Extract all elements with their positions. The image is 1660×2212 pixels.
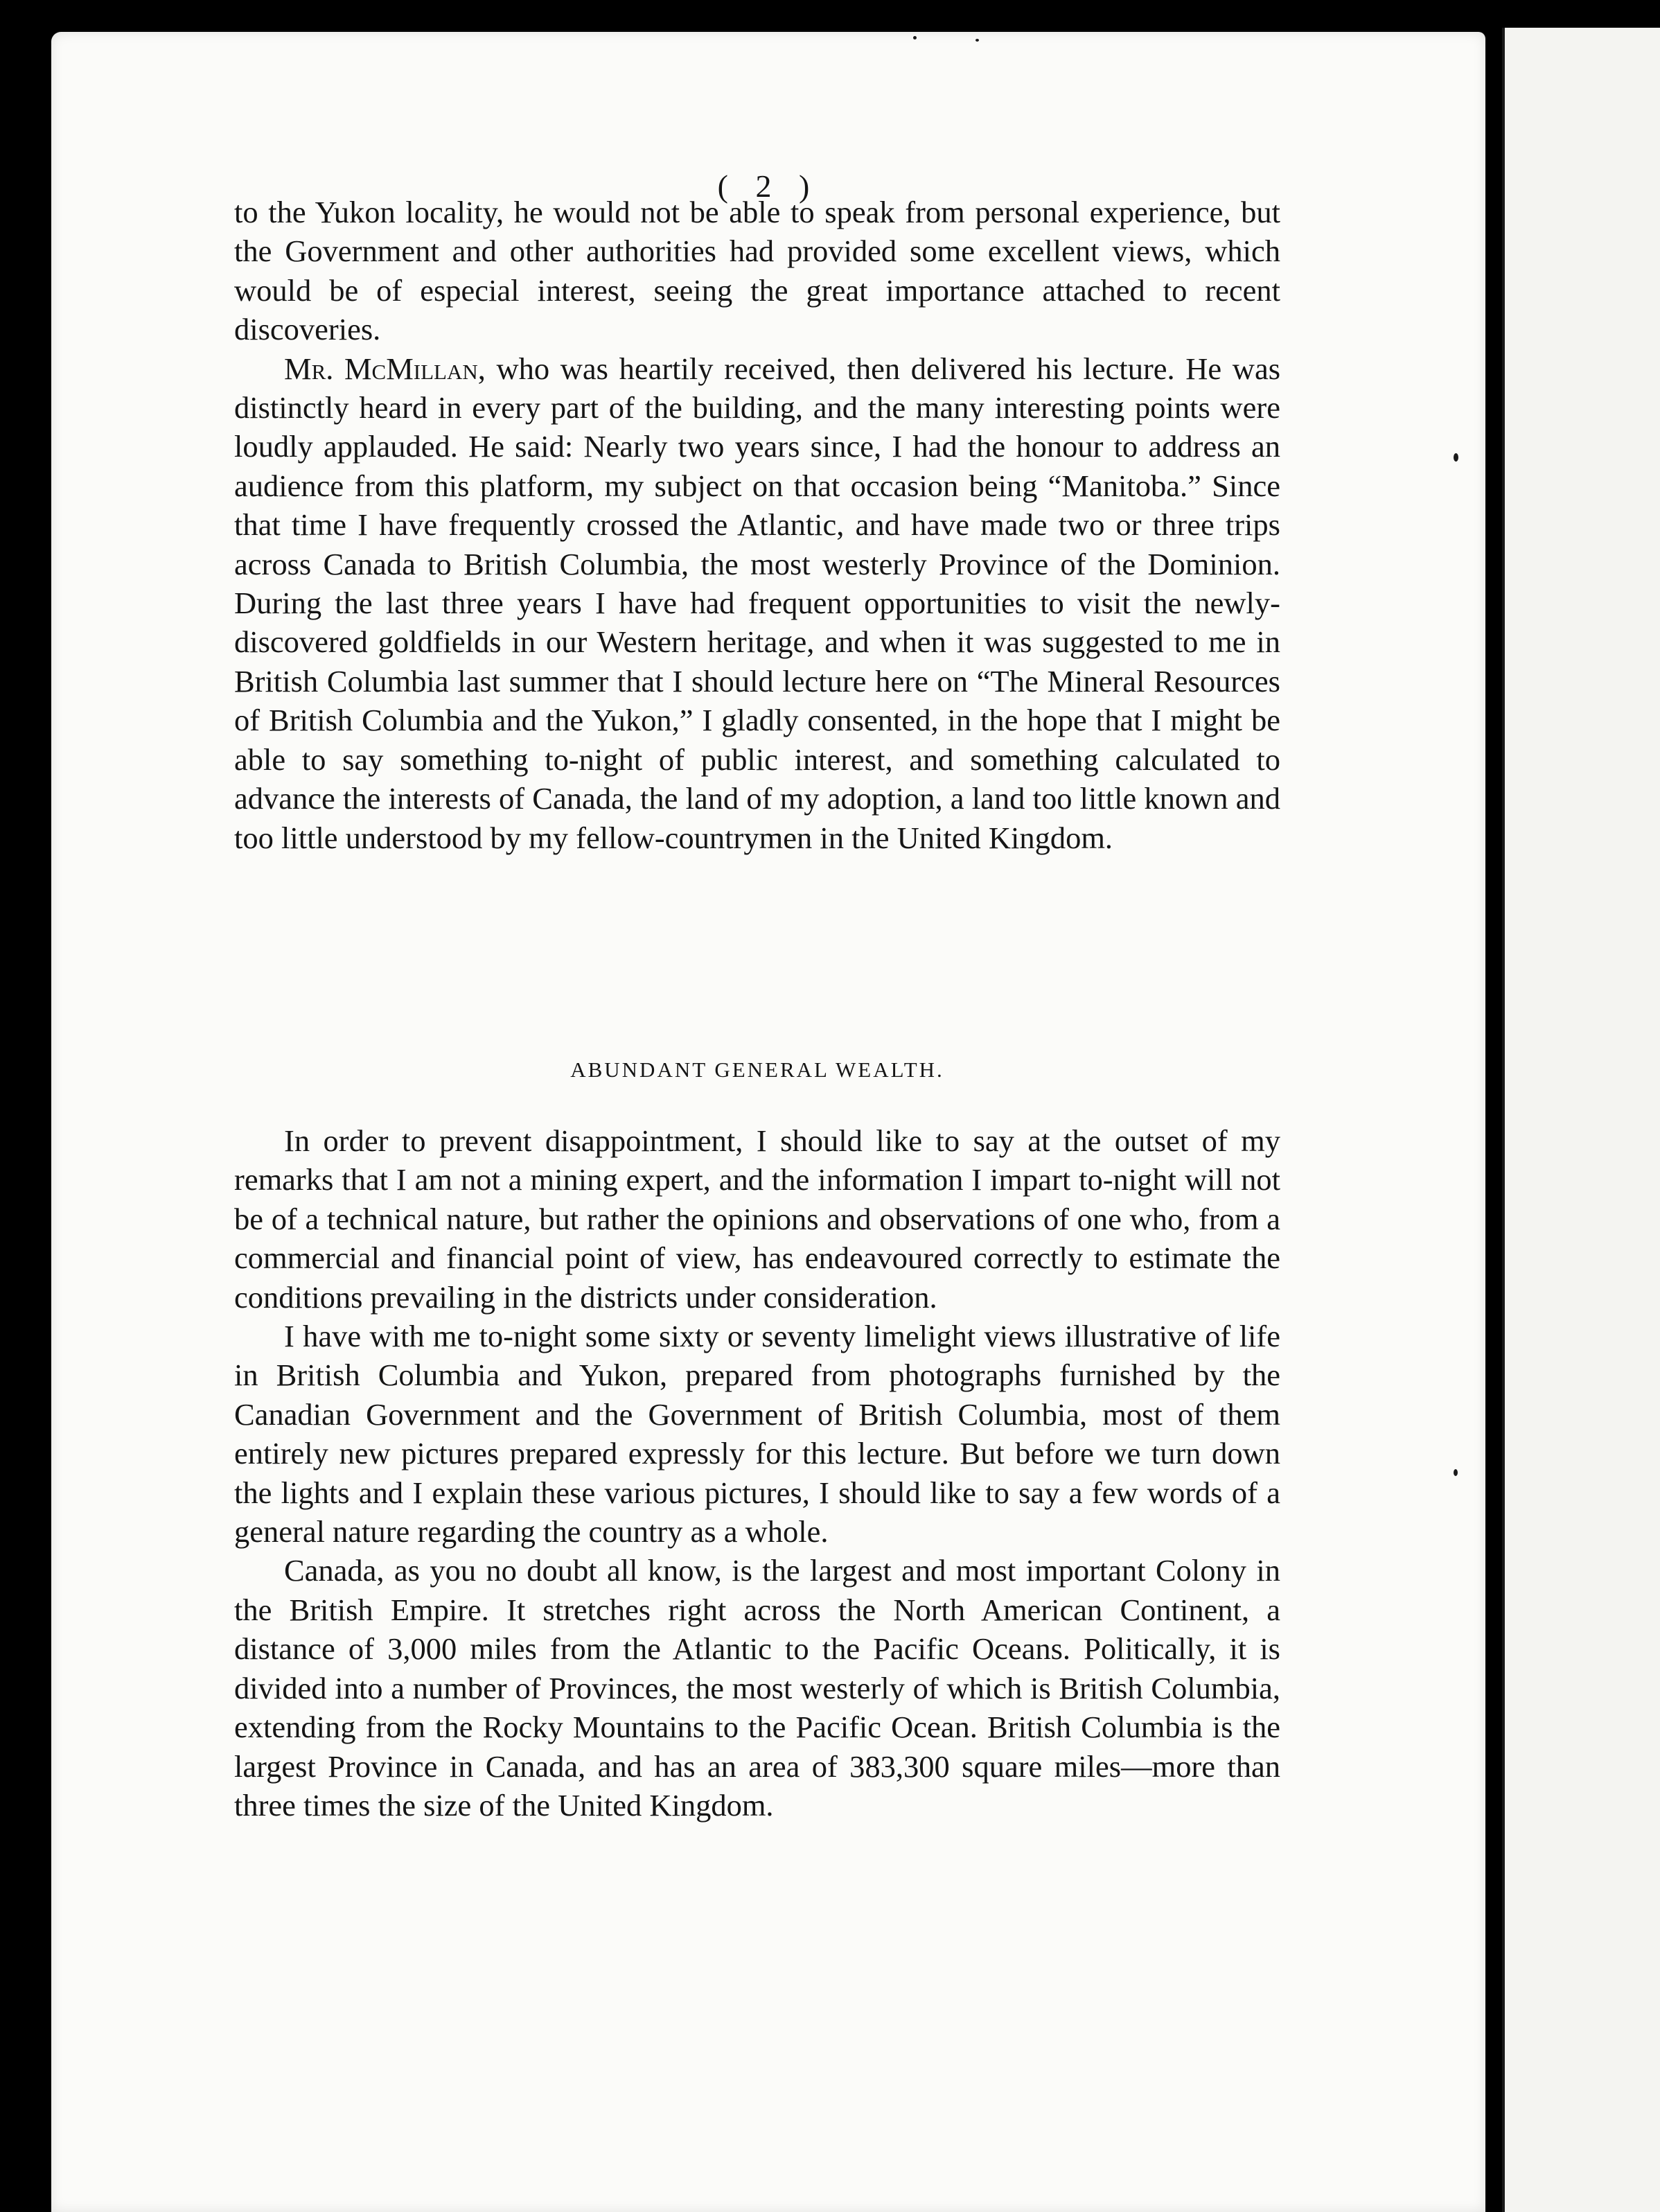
scan-speck: [975, 39, 979, 42]
text-block-lower: [234, 1121, 1280, 1825]
paragraph-2-text: who was heartily received, then delivered his lecture. He was distinctly heard in every part of the building, and the many interesting points were loudly applauded. He said: Nearly two years since, I had the honour to address an audience from this platform, my subject on that occasion being “Manitoba.” Since that time I have frequently crossed the Atlantic, and have made two or three trips across Canada to British Columbia, the most westerly Province of the Dominion. During the last three years I have had frequent opportunities to visit the newly-discovered goldfields in our Western heritage, and when it was suggested to me in British Columbia last summer that I should lecture here on “The Mineral Resources of British Columbia and the Yukon,” I gladly consented, in the hope that I might be able to say something to-night of public interest, and something calculated to advance the interests of Canada, the land of my adoption, a land too little known and too little understood by my fellow-countrymen in the United Kingdom.: [234, 351, 1281, 855]
paragraph-2: [234, 349, 1280, 857]
paragraph-3: In order to prevent disappointment, I should like to say at the outset of my remarks that I am not a mining expert, and the information I impart to-night will not be of a technical nature, but rather the opinions and observations of one who, from a commercial and financial point of view, has endeavoured correctly to estimate the conditions prevailing in the districts under consideration.: [234, 1123, 1280, 1315]
text-block-upper: [234, 193, 1280, 857]
adjacent-page-edge: [1502, 28, 1660, 2212]
paragraph-4: I have with me to-night some sixty or seventy limelight views illustrative of life in British Columbia and Yukon, prepared from photographs furnished by the Canadian Government and the Government of British Columbia, most of them entirely new pictures prepared expressly for this lecture. But before we turn down the lights and I explain these various pictures, I should like to say a few words of a general nature regarding the country as a whole.: [234, 1319, 1280, 1550]
speaker-name: Mr. McMillan,: [284, 351, 486, 386]
scan-speck: [913, 36, 917, 40]
section-heading: ABUNDANT GENERAL WEALTH.: [570, 1057, 944, 1082]
scan-speck: [1454, 1469, 1458, 1476]
page-number: ( 2 ): [717, 168, 820, 204]
paragraph-5: Canada, as you no doubt all know, is the largest and most important Colony in the British Empire. It stretches right across the North American Continent, a distance of 3,000 miles from the Atlantic to the Pacific Oceans. Politically, it is divided into a number of Provinces, the most westerly of which is British Columbia, extending from the Rocky Mountains to the Pacific Ocean. British Columbia is the largest Province in Canada, and has an area of 383,300 square miles—more than three times the size of the United Kingdom.: [234, 1553, 1280, 1823]
paragraph-1: to the Yukon locality, he would not be able to speak from personal experience, but the Government and other authorities had provided some excellent views, which would be of especial interest, seeing the great importance attached to recent discoveries.: [234, 195, 1280, 347]
scan-speck: [1454, 453, 1458, 462]
